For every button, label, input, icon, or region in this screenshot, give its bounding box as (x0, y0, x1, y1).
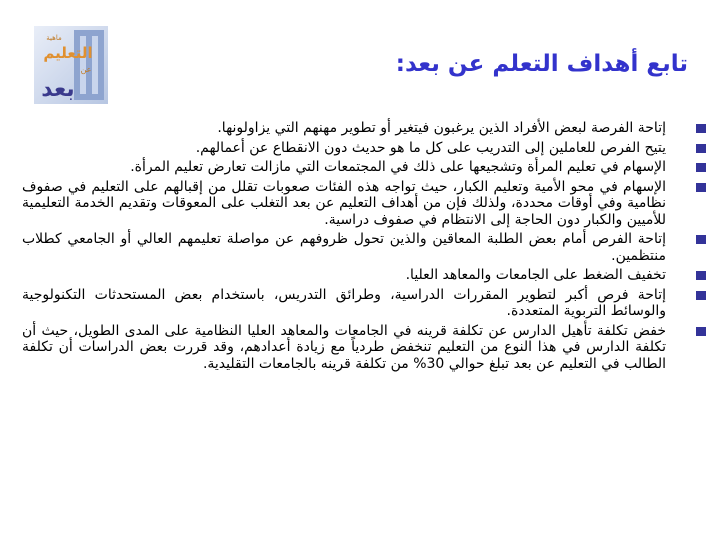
bullet-square-icon (696, 235, 706, 244)
bullet-text: الإسهام في تعليم المرأة وتشجيعها على ذلك في المجتمعات التي مازالت تعارض تعليم المرأة. (130, 159, 666, 175)
bullet-text: إتاحة فرص أكبر لتطوير المقررات الدراسية، وطرائق التدريس، باستخدام بعض المستحدثات التكنولوجية والوسائط التربوية المتعددة. (22, 286, 666, 319)
bullet-list (22, 120, 706, 375)
bullet-square-icon (696, 327, 706, 336)
bullet-square-icon (696, 271, 706, 280)
bullet-item (22, 179, 706, 229)
bullet-item (22, 159, 706, 176)
logo-text-line2: التعليم (43, 44, 93, 62)
bullet-square-icon (696, 163, 706, 172)
slide-title: تابع أهداف التعلم عن بعد: (395, 51, 688, 77)
logo-text-line1: ماهية (46, 34, 62, 42)
logo-image (34, 26, 108, 104)
bullet-text: يتيح الفرص للعاملين إلى التدريب على كل ما هو حديث دون الانقطاع عن أعمالهم. (195, 139, 666, 156)
logo-text-line4: بعد (41, 77, 75, 102)
bullet-square-icon (696, 183, 706, 192)
bullet-text: إتاحة الفرص أمام بعض الطلبة المعاقين والذين تحول ظروفهم عن مواصلة تعليمهم العالي أو الجامعي كطلاب منتظمين. (22, 231, 666, 264)
bullet-text: تخفيف الضغط على الجامعات والمعاهد العليا. (405, 267, 666, 283)
logo-text-line3: عن (80, 65, 92, 74)
bullet-item (22, 323, 706, 373)
bullet-text: خفض تكلفة تأهيل الدارس عن تكلفة قرينه في الجامعات والمعاهد العليا النظامية على المدى الطويل، حيث أن تكلفة الدارس في هذا النوع من التعليم تنخفض طردياً مع زيادة أعدادهم، وقد قررت بعض الدراسات أن تكلفة الطالب في التعليم عن بعد تبلغ حوالي 30% من تكلفة قرينه بالجامعات التقليدية. (22, 322, 666, 372)
bullet-item (22, 231, 706, 264)
bullet-square-icon (696, 124, 706, 133)
bullet-text: إتاحة الفرصة لبعض الأفراد الذين يرغبون فيتغير أو تطوير مهنهم التي يزاولونها. (217, 120, 666, 136)
bullet-item (22, 120, 706, 137)
bullet-square-icon (696, 144, 706, 153)
bullet-item (22, 287, 706, 320)
bullet-item (22, 140, 706, 157)
bullet-square-icon (696, 291, 706, 300)
bullet-item (22, 267, 706, 284)
bullet-text: الإسهام في محو الأمية وتعليم الكبار، حيث تواجه هذه الفئات صعوبات تقلل من إقبالهم على التعليم في صفوف نظامية وفي أوقات محددة، ولذلك فإن من أهداف التعليم عن بعد التغلب على المعوقات وتقديم الخدمة التعليمية للأميين والكبار دون الحاجة إلى الانتظام في صفوف دراسية. (22, 178, 666, 228)
